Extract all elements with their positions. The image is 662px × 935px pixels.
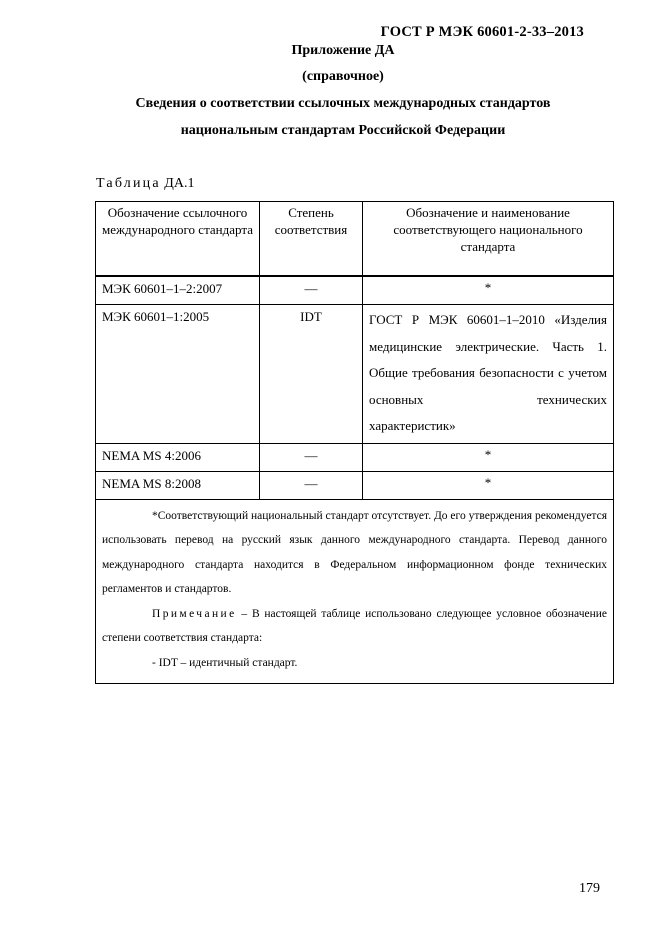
national-standard-cell: * [363,471,614,499]
table-row [96,443,614,471]
column-header-national: Обозначение и наименование соответствующего национального стандарта [363,202,614,277]
national-standard-cell [363,305,614,444]
footnote: *Соответствующий национальный стандарт отсутствует. До его утверждения рекомендуется использовать перевод на русский язык данного международного стандарта. Перевод данного международного стандарта находится в Федеральном информационном фонде технических регламентов и стандартов. [102,509,607,595]
annex-heading-line-2: национальным стандартам Российской Федерации [180,123,506,138]
correspondence-table [95,201,614,684]
table-header-row [96,202,614,277]
degree-cell: IDT [260,305,363,444]
reference-standard-cell: МЭК 60601–1:2005 [96,305,260,444]
national-standard-text: ГОСТ Р МЭК 60601–1–2010 «Изделия медицинские электрические. Часть 1. Общие требования безопасности с учетом основных технических [369,312,607,407]
page-number: 179 [579,881,600,896]
table-caption-prefix: Таблица [96,176,161,191]
column-header-degree: Степень соответствия [260,202,363,277]
annex-type: (справочное) [302,69,384,84]
degree-cell: — [260,471,363,499]
national-standard-cell: * [363,276,614,305]
degree-cell: — [260,276,363,305]
note [102,602,607,651]
document-code: ГОСТ Р МЭК 60601-2-33–2013 [380,24,584,40]
reference-standard-cell: NEMA MS 4:2006 [96,443,260,471]
table-notes-row [96,499,614,684]
column-header-reference: Обозначение ссылочного международного стандарта [96,202,260,277]
note-text: – В настоящей таблице использовано следующее условное обозначение степени соответствия стандарта: [102,607,607,644]
annex-heading-line-1: Сведения о соответствии ссылочных международных стандартов [135,96,551,111]
table-row [96,305,614,444]
table-caption [96,176,194,192]
table-row [96,471,614,499]
note-label: Примечание [152,607,237,620]
table-caption-number: ДА.1 [160,176,195,191]
degree-cell: — [260,443,363,471]
table-notes [96,499,614,684]
table-row [96,276,614,305]
note-item: - IDT – идентичный стандарт. [152,656,298,669]
national-standard-text-last: характеристик» [369,418,456,433]
reference-standard-cell: NEMA MS 8:2008 [96,471,260,499]
national-standard-cell: * [363,443,614,471]
reference-standard-cell: МЭК 60601–1–2:2007 [96,276,260,305]
annex-title: Приложение ДА [291,43,395,58]
